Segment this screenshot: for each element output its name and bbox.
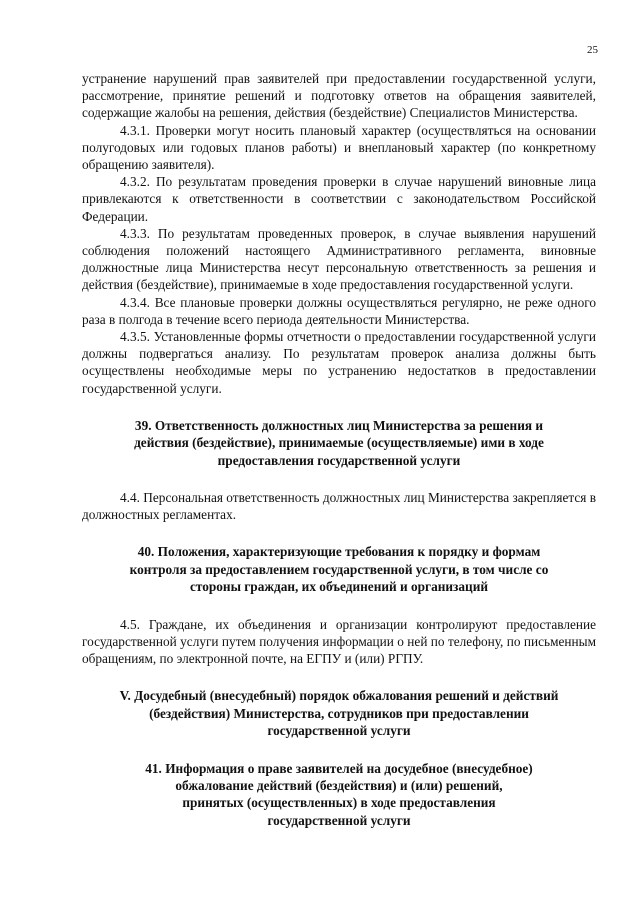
heading-line: обжалование действий (бездействия) и (или) решений, (175, 777, 503, 793)
page-number: 25 (587, 44, 598, 56)
heading-line: 40. Положения, характеризующие требования к порядку и формам (137, 544, 541, 560)
heading-line: (бездействия) Министерства, сотрудников при предоставлении (149, 705, 529, 721)
heading-line: действия (бездействие), принимаемые (осуществляемые) ими в ходе (134, 435, 544, 451)
paragraph-intro: устранение нарушений прав заявителей при предоставлении государственной услуги, рассмотрение, принятие решений и подготовку ответов на обращения заявителей, содержащие жалобы на решения, действия (бездействие) Специалистов Министерства. (82, 71, 596, 121)
heading-line: стороны граждан, их объединений и организаций (189, 579, 489, 595)
paragraph-4-3-1: 4.3.1. Проверки могут носить плановый характер (осуществляться на основании полугодовых или годовых планов работы) и внеплановый характер (по конкретному обращению заявителя). (82, 122, 596, 173)
paragraph-4-4: 4.4. Персональная ответственность должностных лиц Министерства закрепляется в должностных регламентах. (82, 490, 596, 523)
heading-line: 41. Информация о праве заявителей на досудебное (внесудебное) (145, 760, 533, 776)
heading-line: предоставления государственной услуги (217, 452, 461, 468)
heading-line: государственной услуги (267, 812, 411, 828)
heading-line: 39. Ответственность должностных лиц Министерства за решения и (134, 417, 544, 433)
heading-section-39 (82, 417, 596, 469)
paragraph-4-3-5: 4.3.5. Установленные формы отчетности о предоставлении государственной услуги должны подвергаться анализу. По результатам проверок анализа должны быть осуществлены необходимые меры по устранению недостатков в предоставлении государственной услуги. (82, 329, 596, 396)
page-content (82, 70, 596, 829)
paragraph-4-5: 4.5. Граждане, их объединения и организации контролируют предоставление государственной услуги путем получения информации о ней по телефону, по письменным обращениям, по электронной почте, на ЕГПУ и (или) РГПУ. (82, 616, 596, 667)
heading-chapter-v (82, 687, 596, 739)
heading-line: государственной услуги (267, 723, 411, 739)
heading-section-41 (82, 760, 596, 830)
heading-line: контроля за предоставлением государственной услуги, в том числе со (129, 561, 549, 577)
paragraph-4-3-3: 4.3.3. По результатам проведенных проверок, в случае выявления нарушений соблюдения положений настоящего Административного регламента, виновные должностные лица Министерства несут персональную ответственность за решения и действия (бездействие), принимаемые в ходе предоставления государственной услуги. (82, 225, 596, 293)
paragraph-4-3-2: 4.3.2. По результатам проведения проверки в случае нарушений виновные лица привлекаются к ответственности в соответствии с законодательством Российской Федерации. (82, 174, 596, 224)
heading-line: V. Досудебный (внесудебный) порядок обжалования решений и действий (119, 688, 559, 704)
paragraph-4-3-4: 4.3.4. Все плановые проверки должны осуществляться регулярно, не реже одного раза в полгода в течение всего периода деятельности Министерства. (82, 294, 596, 327)
heading-line: принятых (осуществленных) в ходе предоставления (182, 795, 496, 811)
heading-section-40 (82, 543, 596, 595)
